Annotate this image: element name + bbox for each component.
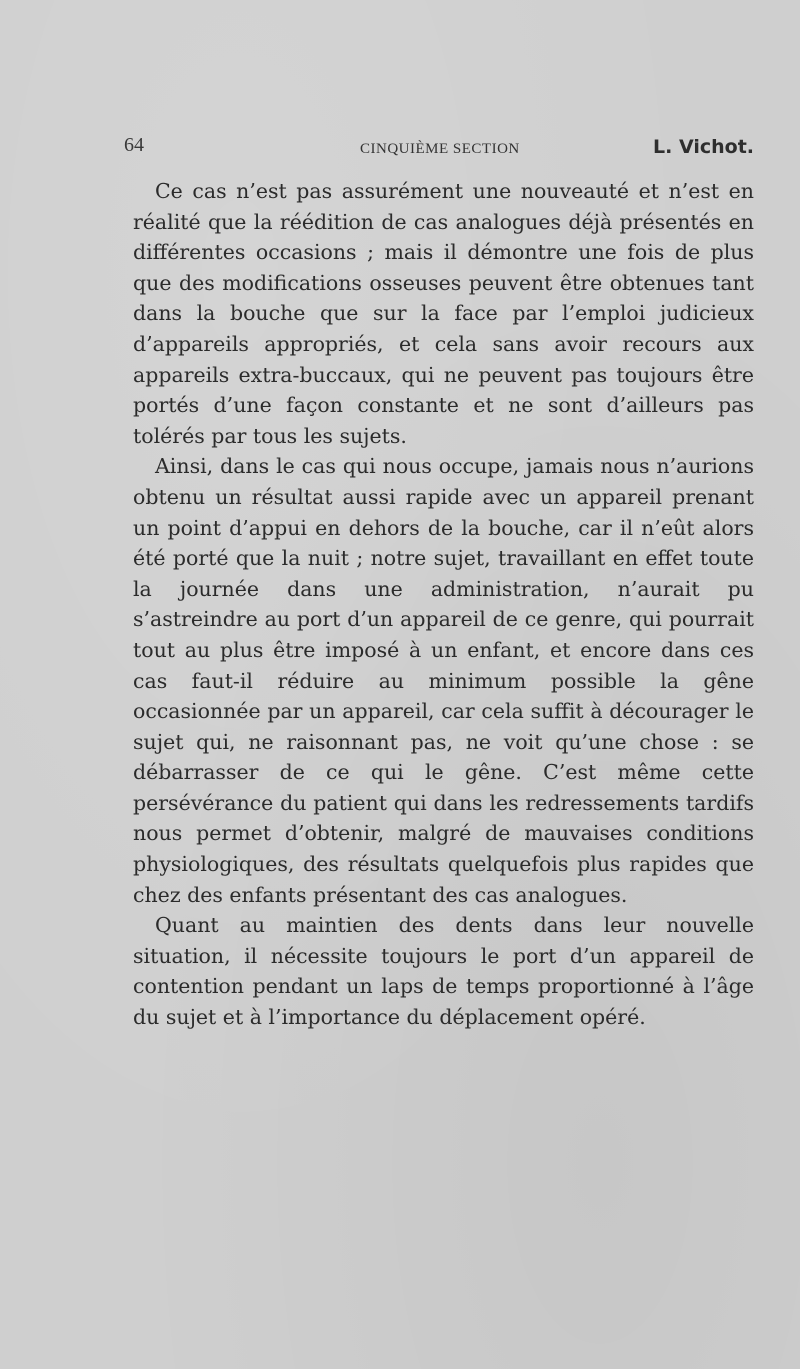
author-name: L. Vichot. [653,136,754,158]
paragraph: Ce cas n’est pas assurément une nouveauté et n’est en réalité que la réédition de cas analogues déjà présentés en différentes occasions ; mais il démontre une fois de plus que des modifications osseuses peuvent être obtenues tant dans la bouche que sur la face par l’emploi judicieux d’appareils appropriés, et cela sans avoir recours aux appareils extra-buccaux, qui ne peuvent pas toujours être portés d’une façon constante et ne sont d’ailleurs pas tolérés par tous les sujets. [133,179,754,448]
body-text [133,176,754,1033]
page-number: 64 [124,134,144,156]
paragraph: Ainsi, dans le cas qui nous occupe, jamais nous n’aurions obtenu un résultat aussi rapide avec un appareil prenant un point d’appui en dehors de la bouche, car il n’eût alors été porté que la nuit ; notre sujet, travaillant en effet toute la journée dans une administration, n’aurait pu s’astreindre au port d’un appareil de ce genre, qui pourrait tout au plus être imposé à un enfant, et encore dans ces cas faut-il réduire au minimum possible la gêne occasionnée par un appareil, car cela suffit à décourager le sujet qui, ne raisonnant pas, ne voit qu’une chose : se débarrasser de ce qui le gêne. C’est même cette persévérance du patient qui dans les redressements tardifs nous permet d’obtenir, malgré de mauvaises conditions physiologiques, des résultats quelquefois plus rapides que chez des enfants présentant des cas analogues. [133,454,754,907]
section-title: CINQUIÈME SECTION [360,141,520,157]
paragraph: Quant au maintien des dents dans leur nouvelle situation, il nécessite toujours le port d’un appareil de contention pendant un laps de temps proportionné à l’âge du sujet et à l’importance du déplacement opéré. [133,913,754,1030]
running-header [124,134,754,164]
